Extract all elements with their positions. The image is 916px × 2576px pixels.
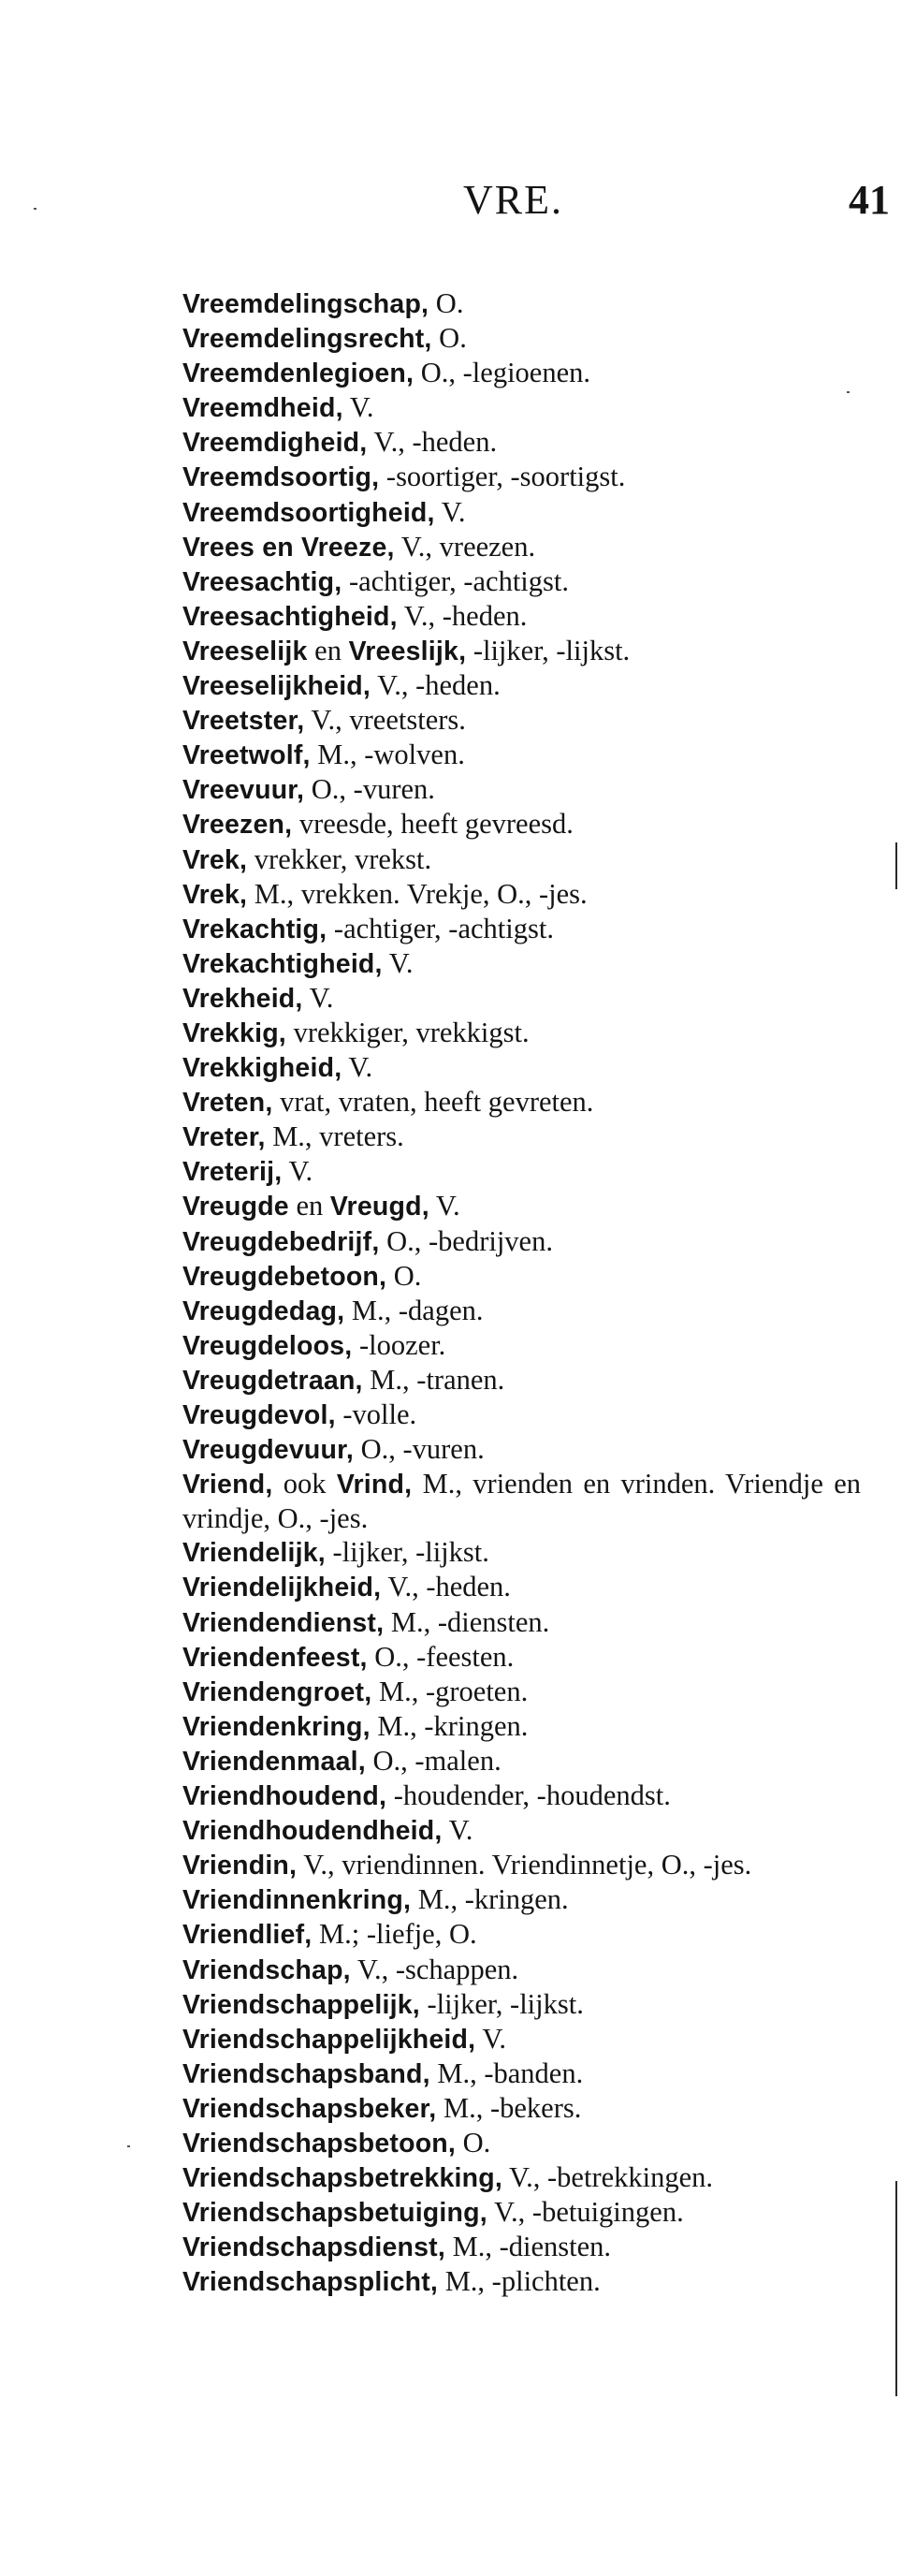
dictionary-entry [182,2126,861,2160]
entry-headword: Vreesachtig, [182,566,342,597]
entry-headword: Vrekheid, [182,983,303,1014]
entry-headword: Vriendschapsbetoon, [182,2128,457,2159]
entry-headword-variant: Vreugd, [329,1192,429,1222]
dictionary-entry [182,1778,861,1813]
entry-headword: Vriendinnenkring, [182,1885,412,1916]
dictionary-entry [182,772,861,807]
dictionary-entry [182,1848,861,1882]
dictionary-entry [182,1432,861,1467]
entry-headword: Vreetwolf, [182,740,311,771]
entry-headword: Vrees en Vreeze, [182,532,395,563]
entry-grammar: V., -betrekkingen. [502,2161,714,2194]
dictionary-entry [182,1987,861,2022]
entry-grammar: M., -diensten. [384,1605,550,1638]
page-header-title: VRE. [463,177,563,223]
entry-headword: Vrekachtigheid, [182,948,383,979]
dictionary-entry [182,460,861,494]
entry-grammar: O., -vuren. [304,773,435,806]
entry-grammar: V., -schappen. [350,1953,519,1985]
entry-grammar: V. [342,391,374,424]
entry-grammar: V., -heden. [381,1571,511,1603]
dictionary-entry [182,807,861,842]
dictionary-entry [182,1294,861,1328]
entry-grammar: V. [302,981,334,1014]
entry-grammar: V., -betuigingen. [487,2196,684,2229]
entry-grammar: O., -legioenen. [414,357,590,389]
entry-connector: en [288,1190,330,1222]
dictionary-entry [182,1535,861,1570]
entry-headword: Vrekkigheid, [182,1053,342,1084]
scan-speck [127,2145,130,2147]
dictionary-entry [182,1917,861,1952]
entry-grammar: vrekkiger, vrekkigst. [285,1016,530,1048]
dictionary-entry [182,2160,861,2195]
entry-grammar: M., -tranen. [362,1363,505,1396]
entry-grammar: V. [434,495,466,528]
dictionary-entry [182,1363,861,1398]
dictionary-entry [182,390,861,425]
dictionary-entry [182,1953,861,1987]
entry-grammar: -achtiger, -achtigst. [342,564,570,597]
entry-grammar: V. [475,2022,507,2055]
entry-grammar: V., -heden. [367,426,498,459]
dictionary-entry [182,912,861,946]
dictionary-entry [182,2230,861,2264]
entry-connector: ook [272,1468,337,1500]
entry-headword: Vreugdebetoon, [182,1261,387,1292]
entry-grammar: M., -kringen. [370,1709,529,1742]
dictionary-entry [182,877,861,912]
entry-headword: Vreugdetraan, [182,1365,363,1396]
entry-grammar: vrekker, vrekst. [247,842,432,875]
entry-connector: en [307,634,349,666]
entry-headword: Vriendelijkheid, [182,1573,382,1603]
entry-headword: Vriendendienst, [182,1607,385,1638]
entry-headword: Vrek, [182,844,248,875]
entry-headword: Vrekachtig, [182,914,327,944]
dictionary-entry [182,981,861,1016]
entry-headword: Vreemdheid, [182,393,343,424]
dictionary-entry [182,1154,861,1189]
dictionary-entry [182,668,861,703]
dictionary-entry [182,599,861,634]
dictionary-entry [182,1189,861,1223]
entry-headword: Vreterij, [182,1157,283,1188]
entry-grammar: V., vreetsters. [304,704,466,737]
entry-headword-variant: Vrind, [336,1470,413,1500]
entry-grammar: V. [282,1155,313,1188]
entry-headword: Vriendlief, [182,1920,313,1951]
entry-headword: Vriendin, [182,1851,298,1881]
entry-headword: Vreugdevuur, [182,1435,354,1466]
entry-headword: Vreugdebedrijf, [182,1226,380,1257]
dictionary-entry [182,1675,861,1709]
entry-headword: Vreugde [182,1192,289,1222]
dictionary-entry [182,1328,861,1363]
entry-headword: Vriendschappelijkheid, [182,2024,476,2055]
dictionary-entry [182,495,861,530]
entry-headword: Vreemdelingsrecht, [182,324,432,355]
entry-headword: Vreten, [182,1088,273,1119]
entry-grammar: M., -plichten. [438,2265,601,2298]
entry-grammar: -loozer. [352,1328,446,1361]
dictionary-entry [182,1570,861,1604]
entry-headword: Vriendenkring, [182,1711,371,1742]
entry-headword: Vriendschapsband, [182,2058,430,2089]
entry-grammar: M., -kringen. [411,1883,569,1916]
entry-grammar: O. [431,322,467,355]
entry-grammar: -lijker, -lijkst. [419,1987,584,2020]
entry-headword: Vrekkig, [182,1017,286,1048]
entry-headword: Vriendschapsplicht, [182,2267,439,2298]
entry-headword: Vrek, [182,879,248,910]
dictionary-entry [182,286,861,321]
entry-headword: Vreugdevol, [182,1400,336,1430]
entry-grammar: M., vrienden en vrinden. Vriendje en vrindje, O., -jes. [182,1468,862,1535]
scan-speck [34,208,36,210]
entry-headword: Vreevuur, [182,775,305,806]
scan-edge-line [895,842,897,889]
dictionary-entry [182,564,861,599]
entry-grammar: M., vrekken. Vrekje, O., -jes. [247,877,588,910]
dictionary-entry [182,1744,861,1778]
entry-grammar: V. [442,1814,473,1847]
entry-grammar: -houdender, -houdendst. [386,1779,671,1812]
dictionary-entry [182,2022,861,2056]
dictionary-entry [182,1882,861,1917]
entry-headword: Vreemdelingschap, [182,289,429,319]
dictionary-entry [182,2264,861,2299]
dictionary-entry [182,425,861,460]
entry-headword: Vriendelijk, [182,1538,326,1569]
dictionary-entry [182,1016,861,1050]
entry-grammar: O., -vuren. [353,1433,485,1466]
entry-grammar: O. [386,1259,422,1292]
entry-headword: Vriend, [182,1470,273,1500]
entry-headword: Vriendschapsdienst, [182,2232,445,2263]
dictionary-entry [182,634,861,668]
entry-grammar: M., -banden. [429,2056,584,2089]
dictionary-entry [182,530,861,564]
dictionary-entry [182,1398,861,1432]
entry-grammar: O., -malen. [365,1744,502,1777]
dictionary-entry [182,2091,861,2126]
entry-grammar: V. [342,1051,373,1084]
dictionary-entry [182,1640,861,1675]
entry-grammar: -lijker, -lijkst. [466,634,631,666]
entry-grammar: M., -dagen. [344,1294,484,1326]
dictionary-entry [182,703,861,738]
entry-headword: Vriendschapsbetrekking, [182,2163,502,2194]
entry-headword: Vreugdedag, [182,1295,345,1326]
entry-headword: Vreemdsoortig, [182,462,380,493]
dictionary-entry [182,1224,861,1259]
dictionary-entry [182,738,861,772]
entry-headword: Vreemdsoortigheid, [182,497,435,528]
scan-speck [847,391,850,393]
entry-grammar: V. [429,1190,460,1222]
dictionary-entry [182,2056,861,2091]
dictionary-entry [182,1709,861,1744]
entry-grammar: O. [456,2126,491,2159]
entry-headword: Vreezen, [182,810,293,841]
entry-grammar: O., -feesten. [367,1640,515,1673]
dictionary-entry [182,842,861,877]
entry-headword: Vriendengroet, [182,1676,372,1707]
entry-headword: Vreugdeloos, [182,1330,353,1361]
entry-list [182,286,861,2299]
entry-grammar: -soortiger, -soortigst. [379,461,626,493]
dictionary-entry [182,1120,861,1154]
entry-grammar: O. [429,287,464,319]
entry-grammar: -achtiger, -achtigst. [327,912,554,944]
entry-headword: Vriendhoudendheid, [182,1816,443,1847]
entry-headword: Vreeselijkheid, [182,671,371,702]
entry-grammar: M., -diensten. [444,2231,612,2263]
dictionary-entry [182,1813,861,1848]
entry-grammar: M., -groeten. [371,1675,529,1707]
entry-grammar: V., -heden. [397,599,528,632]
dictionary-entry [182,356,861,390]
entry-grammar: V. [382,946,414,979]
entry-grammar: M., -bekers. [436,2091,582,2124]
dictionary-entry [182,946,861,981]
entry-grammar: V., vreezen. [394,530,536,563]
entry-headword: Vriendschappelijk, [182,1989,420,2020]
entry-headword-variant: Vreeslijk, [348,636,467,666]
dictionary-entry [182,1467,861,1535]
entry-headword: Vreeselijk [182,636,308,666]
dictionary-entry [182,2195,861,2230]
entry-grammar: M.; -liefje, O. [312,1918,477,1951]
scan-edge-line [895,2181,897,2396]
entry-grammar: V., vriendinnen. Vriendinnetje, O., -jes. [297,1849,752,1881]
entry-grammar: -lijker, -lijkst. [325,1536,489,1569]
entry-headword: Vriendschap, [182,1954,351,1985]
dictionary-entry [182,321,861,356]
entry-grammar: vreesde, heeft gevreesd. [292,808,574,841]
entry-headword: Vriendenfeest, [182,1642,368,1673]
dictionary-entry [182,1050,861,1085]
dictionary-entry [182,1605,861,1640]
dictionary-entry [182,1085,861,1120]
entry-grammar: M., vreters. [265,1120,404,1153]
entry-headword: Vriendschapsbeker, [182,2093,437,2124]
entry-headword: Vreetster, [182,706,305,737]
entry-headword: Vriendenmaal, [182,1746,366,1777]
entry-grammar: M., -wolven. [310,739,465,771]
entry-headword: Vreemdenlegioen, [182,359,414,389]
entry-grammar: vrat, vraten, heeft gevreten. [272,1086,594,1119]
entry-headword: Vreter, [182,1122,266,1153]
entry-headword: Vreemdigheid, [182,428,368,459]
entry-grammar: O., -bedrijven. [379,1224,553,1257]
dictionary-entry [182,1259,861,1294]
page-number: 41 [849,177,890,223]
entry-grammar: V., -heden. [371,669,501,702]
entry-headword: Vreesachtigheid, [182,601,398,632]
entry-headword: Vriendhoudend, [182,1781,387,1812]
entry-grammar: -volle. [335,1398,417,1430]
entry-headword: Vriendschapsbetuiging, [182,2198,487,2229]
